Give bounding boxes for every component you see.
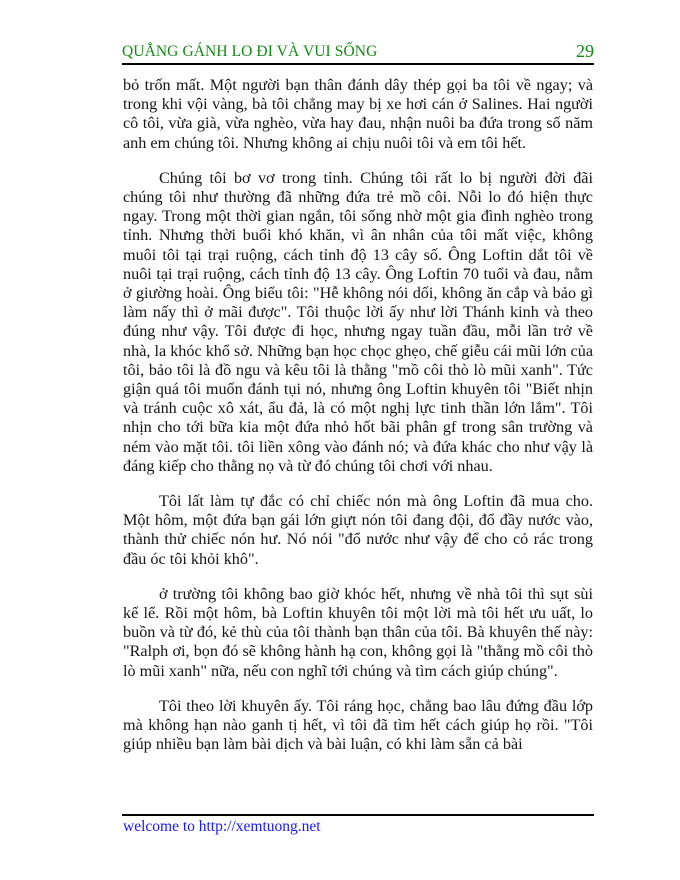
- paragraph: bỏ trốn mất. Một người bạn thân đánh dây thép gọi ba tôi về ngay; và trong khi vội vàng, bà tôi chẳng may bị xe hơi cán ở Salines. Hai người cô tôi, vừa già, vừa nghèo, vừa hay đau, nhận nuôi ba đứa trong số năm anh em chúng tôi. Nhưng không ai chịu nuôi tôi và em tôi hết.: [123, 76, 593, 152]
- footer-website-link[interactable]: welcome to http://xemtuong.net: [123, 818, 321, 835]
- paragraph: Tôi theo lời khuyên ấy. Tôi ráng học, chẳng bao lâu đứng đầu lớp mà không hạn nào ganh tị hết, vì tôi đã tìm hết cách giúp họ rồi. "Tôi giúp nhiều bạn làm bài dịch và bài luận, có khi làm sẵn cả bài: [123, 696, 593, 754]
- header-divider: [122, 63, 594, 65]
- running-header: [122, 43, 594, 63]
- paragraph: Chúng tôi bơ vơ trong tỉnh. Chúng tôi rất lo bị người đời đãi chúng tôi như thường đã những đứa trẻ mồ côi. Nỗi lo đó hiện thực ngay. Trong một thời gian ngắn, tôi sống nhờ một gia đình nghèo trong tỉnh. Nhưng thời buổi khó khăn, vì ân nhân của tôi mất việc, không muôi tôi tại trại ruộng, cách tỉnh độ 13 cây số. Ông Loftin dắt tôi về nuôi tại trại ruộng, cách tỉnh độ 13 cây. Ông Loftin 70 tuổi và đau, nằm ở giường hoài. Ông biểu tôi: "Hễ không nói dối, không ăn cắp và bảo gì làm nấy thì ở mãi được". Tôi thuộc lời ấy như lời Thánh kinh và theo đúng như vậy. Tôi được đi học, nhưng ngay tuần đầu, mỗi lần trở về nhà, la khóc khổ sở. Những bạn học chọc ghẹo, chế giễu cái mũi lớn của tôi, bảo tôi là đồ ngu và kêu tôi là thằng "mồ côi thò lò mũi xanh". Tức giận quá tôi muốn đánh tụi nó, nhưng ông Loftin khuyên tôi "Biết nhịn và tránh cuộc xô xát, ẩu đả, là có một nghị lực tinh thần lớn lắm". Tôi nhịn cho tới bữa kia một đứa nhỏ hốt bãi phân gf trong sân trường và ném vào mặt tôi. tôi liền xông vào đánh nó; và đứa khác cho như vậy là đáng kiếp cho thằng nọ và từ đó chúng tôi chơi với nhau.: [123, 168, 594, 475]
- page-number: 29: [576, 41, 594, 61]
- page-body: [123, 76, 593, 771]
- book-title: QUẲNG GÁNH LO ĐI VÀ VUI SỐNG: [122, 43, 378, 60]
- paragraph: ở trường tôi không bao giờ khóc hết, nhưng về nhà tôi thì sụt sùi kể lể. Rồi một hôm, bà Loftin khuyên tôi một lời mà tôi hết ưu uất, lo buồn và từ đó, kẻ thù của tôi thành bạn thân của tôi. Bà khuyên thế này: "Ralph ơi, bọn đó sẽ không hành hạ con, không gọi là "thằng mồ côi thò lò mũi xanh" nữa, nếu con nghĩ tới chúng và tìm cách giúp chúng".: [123, 584, 593, 680]
- paragraph: Tôi lất làm tự đắc có chỉ chiếc nón mà ông Loftin đã mua cho. Một hôm, một đứa bạn gái lớn giựt nón tôi đang đội, đổ đầy nước vào, thành thử chiếc nón hư. Nó nói "đổ nước như vậy để cho cỏ rác trong đầu óc tôi khỏi khô".: [123, 492, 593, 568]
- footer-divider: [122, 814, 594, 816]
